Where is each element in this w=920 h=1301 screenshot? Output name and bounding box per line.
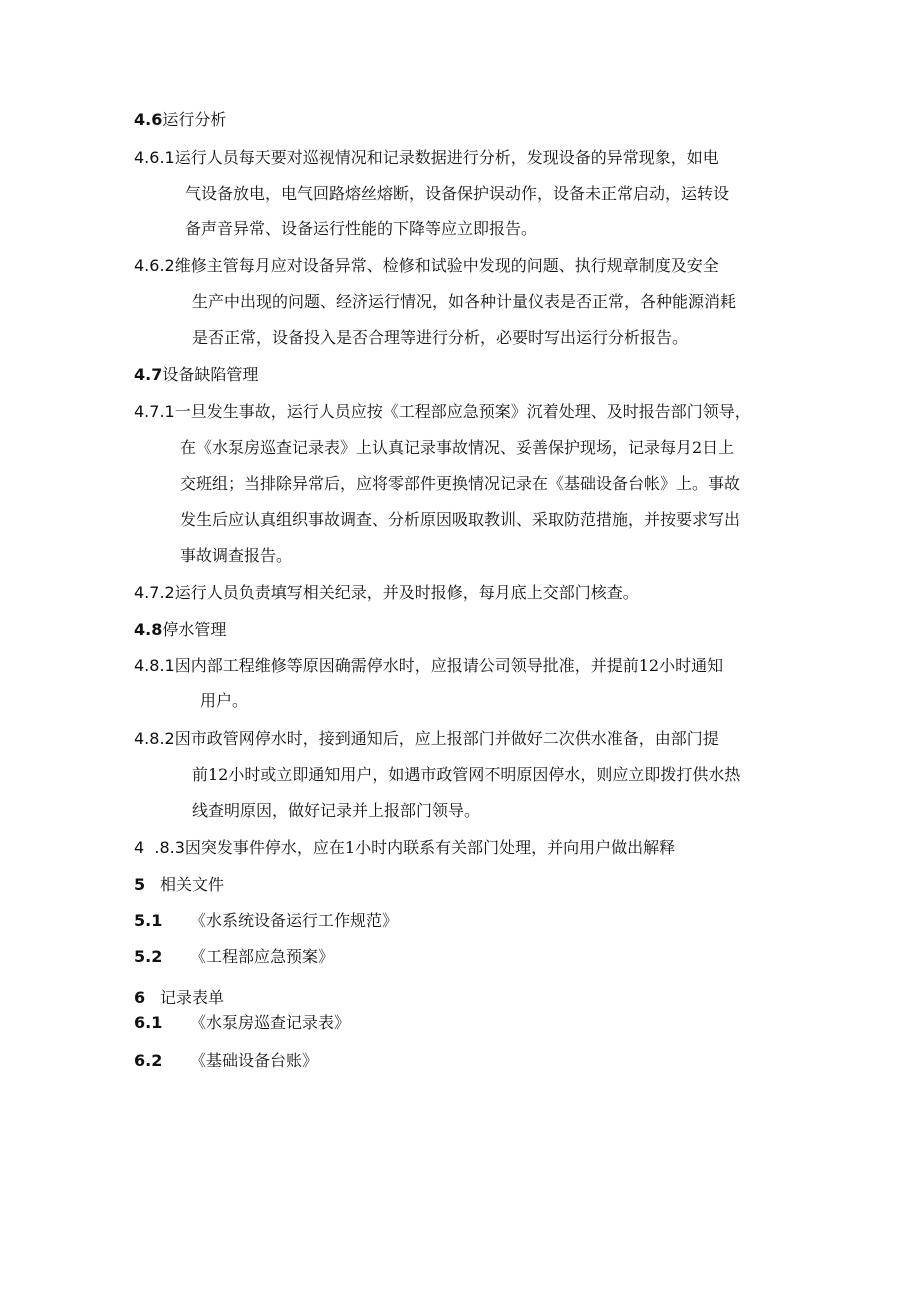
para-text: 运行人员负责填写相关纪录，并及时报修，每月底上交部门核查。 — [174, 583, 639, 602]
para-text: 因市政管网停水时，接到通知后，应上报部门并做好二次供水准备，由部门提 — [174, 729, 719, 748]
para-text: 因突发事件停水，应在1小时内联系有关部门处理，并向用户做出解释 — [184, 838, 676, 857]
item-number: 4.6.1 — [134, 148, 175, 167]
para-4-8-3-line-1 — [134, 838, 675, 858]
para-4-8-1-line-1 — [134, 656, 723, 676]
section-4-7-heading — [134, 365, 258, 385]
para-text: 因内部工程维修等原因确需停水时，应报请公司领导批准，并提前12小时通知 — [174, 656, 724, 675]
item-number: 4.7.2 — [134, 583, 175, 602]
para-4-8-2-line-1 — [134, 729, 719, 749]
section-title: 运行分析 — [162, 110, 227, 129]
item-number: 4 .8.3 — [134, 838, 185, 857]
section-title: 相关文件 — [160, 875, 225, 894]
section-6-item-2 — [134, 1051, 318, 1071]
section-6-heading — [134, 988, 224, 1008]
section-number: 4.8 — [134, 620, 163, 639]
item-text: 《水系统设备运行工作规范》 — [190, 911, 399, 930]
para-4-7-1-line-2: 在《水泵房巡查记录表》上认真记录事故情况、妥善保护现场，记录每月2日上 — [180, 438, 735, 457]
item-text: 《基础设备台账》 — [190, 1051, 319, 1070]
section-6-item-1 — [134, 1013, 350, 1033]
item-number: 4.7.1 — [134, 402, 175, 421]
para-4-7-1-line-1 — [134, 402, 751, 422]
section-number: 4.7 — [134, 365, 163, 384]
item-number: 5.2 — [134, 947, 163, 966]
section-4-8-heading — [134, 620, 226, 640]
item-number: 6.1 — [134, 1013, 163, 1032]
para-4-6-2-line-1 — [134, 256, 719, 276]
item-number: 4.6.2 — [134, 256, 175, 275]
section-title: 设备缺陷管理 — [162, 365, 259, 384]
item-number: 4.8.1 — [134, 656, 175, 675]
para-text: 一旦发生事故，运行人员应按《工程部应急预案》沉着处理、及时报告部门领导， — [174, 402, 751, 421]
para-4-8-1-line-2: 用户。 — [200, 691, 249, 710]
section-4-6-heading — [134, 110, 226, 130]
item-number: 6.2 — [134, 1051, 163, 1070]
para-4-6-1-line-2: 气设备放电，电气回路熔丝熔断，设备保护误动作，设备未正常启动，运转设 — [185, 184, 730, 203]
para-4-7-1-line-5: 事故调查报告。 — [180, 546, 293, 565]
para-text: 维修主管每月应对设备异常、检修和试验中发现的问题、执行规章制度及安全 — [174, 256, 719, 275]
section-5-item-2 — [134, 947, 334, 967]
para-4-6-1-line-1 — [134, 148, 719, 168]
para-4-7-1-line-4: 发生后应认真组织事故调查、分析原因吸取教训、采取防范措施，并按要求写出 — [180, 510, 741, 529]
section-5-item-1 — [134, 911, 398, 931]
para-4-8-2-line-3: 线查明原因，做好记录并上报部门领导。 — [192, 801, 481, 820]
item-number: 4.8.2 — [134, 729, 175, 748]
section-5-heading — [134, 875, 224, 895]
para-4-6-2-line-2: 生产中出现的问题、经济运行情况，如各种计量仪表是否正常，各种能源消耗 — [192, 292, 737, 311]
section-number: 4.6 — [134, 110, 163, 129]
para-4-6-1-line-3: 备声音异常、设备运行性能的下降等应立即报告。 — [185, 219, 538, 238]
section-title: 停水管理 — [162, 620, 227, 639]
item-text: 《水泵房巡查记录表》 — [190, 1013, 351, 1032]
item-number: 5.1 — [134, 911, 163, 930]
para-4-6-2-line-3: 是否正常，设备投入是否合理等进行分析，必要时写出运行分析报告。 — [192, 328, 689, 347]
para-4-8-2-line-2: 前12小时或立即通知用户，如遇市政管网不明原因停水，则应立即拨打供水热 — [192, 765, 741, 784]
section-number: 5 — [134, 875, 146, 894]
item-text: 《工程部应急预案》 — [190, 947, 335, 966]
section-title: 记录表单 — [160, 988, 225, 1007]
para-4-7-1-line-3: 交班组；当排除异常后，应将零部件更换情况记录在《基础设备台帐》上。事故 — [180, 474, 741, 493]
para-4-7-2-line-1 — [134, 583, 639, 603]
para-text: 运行人员每天要对巡视情况和记录数据进行分析，发现设备的异常现象，如电 — [174, 148, 719, 167]
section-number: 6 — [134, 988, 146, 1007]
